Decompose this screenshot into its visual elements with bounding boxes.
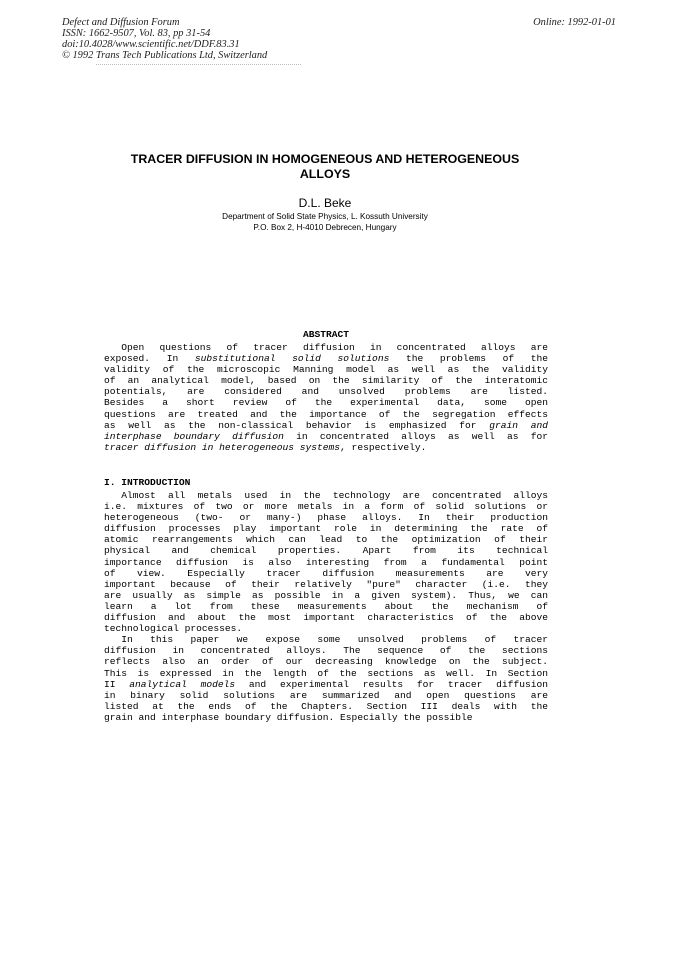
introduction-line: i.e. mixtures of two or more metals in a form of solid solutions or xyxy=(104,501,548,513)
abstract-line: Open questions of tracer diffusion in concentrated alloys are xyxy=(121,342,548,353)
affiliation-line-2: P.O. Box 2, H-4010 Debrecen, Hungary xyxy=(253,223,397,232)
introduction-line: of view. Especially tracer diffusion measurements are very xyxy=(104,567,548,579)
journal-name: Defect and Diffusion Forum xyxy=(62,17,180,28)
affiliation-line-1: Department of Solid State Physics, L. Kossuth University xyxy=(222,212,428,221)
author-affiliation xyxy=(90,211,560,233)
abstract-line: exposed. In substitutional solid solutions the problems of the xyxy=(104,353,548,365)
abstract-line: of an analytical model, based on the similarity of the interatomic xyxy=(104,375,548,387)
introduction-line: In this paper we expose some unsolved problems of tracer xyxy=(121,634,548,646)
introduction-line: physical and chemical properties. Apart from its technical xyxy=(104,545,548,557)
introduction-line: This is expressed in the length of the sections as well. In Section xyxy=(104,667,548,679)
introduction-line: heterogeneous (two- or many-) phase alloys. In their production xyxy=(104,512,548,524)
online-date: Online: 1992-01-01 xyxy=(533,17,616,28)
introduction-line: Almost all metals used in the technology are concentrated alloys xyxy=(121,490,548,501)
abstract-line: interphase boundary diffusion in concentrated alloys as well as for xyxy=(104,430,548,442)
introduction-heading: I. INTRODUCTION xyxy=(104,477,191,488)
introduction-line: in binary solid solutions are summarized and open questions are xyxy=(104,689,548,701)
introduction-line: are usually as simple as possible in a given system). Thus, we can xyxy=(104,589,548,601)
introduction-line: atomic rearrangements which can lead to the optimization of their xyxy=(104,534,548,546)
introduction-line: II analytical models and experimental results for tracer diffusion xyxy=(104,678,548,690)
doi: doi:10.4028/www.scientific.net/DDF.83.31 xyxy=(62,39,240,50)
introduction-line: diffusion and about the most important characteristics of the above xyxy=(104,612,548,624)
introduction-line: importance diffusion is also interesting from a fundamental point xyxy=(104,556,548,568)
abstract-line: as well as the non-classical behavior is emphasized for grain and xyxy=(104,419,548,431)
title-line-1: TRACER DIFFUSION IN HOMOGENEOUS AND HETEROGENEOUS xyxy=(130,152,520,166)
abstract-line: potentials, are considered and unsolved problems are listed. xyxy=(104,386,548,398)
author-name: D.L. Beke xyxy=(298,196,352,210)
title-line-2: ALLOYS xyxy=(299,167,351,181)
scan-artifact-line xyxy=(96,64,301,65)
introduction-line: learn a lot from these measurements about the mechanism of xyxy=(104,600,548,612)
journal-metadata xyxy=(62,17,267,61)
introduction-line: important because of their relatively "pure" character (i.e. they xyxy=(104,578,548,590)
abstract-line: Besides a short review of the experimental data, some open xyxy=(104,397,548,409)
introduction-line: technological processes. xyxy=(104,623,243,635)
introduction-line: diffusion in concentrated alloys. The sequence of the sections xyxy=(104,645,548,657)
paper-title xyxy=(90,152,560,182)
introduction-line: listed at the ends of the Chapters. Section III deals with the xyxy=(104,700,548,712)
introduction-line: reflects also an order of our decreasing knowledge on the subject. xyxy=(104,656,548,668)
introduction-line: grain and interphase boundary diffusion. Especially the possible xyxy=(104,711,473,723)
abstract-line: validity of the microscopic Manning model as well as the validity xyxy=(104,364,548,376)
copyright: © 1992 Trans Tech Publications Ltd, Switzerland xyxy=(62,50,268,61)
abstract-heading: ABSTRACT xyxy=(302,329,350,340)
introduction-body xyxy=(104,490,548,723)
abstract-body xyxy=(104,342,548,453)
abstract-line: questions are treated and the importance of the segregation effects xyxy=(104,408,548,420)
introduction-line: diffusion processes play important role in determining the rate of xyxy=(104,523,548,535)
issn-volume: ISSN: 1662-9507, Vol. 83, pp 31-54 xyxy=(62,28,211,39)
abstract-line: tracer diffusion in heterogeneous systems, respectively. xyxy=(104,441,427,453)
